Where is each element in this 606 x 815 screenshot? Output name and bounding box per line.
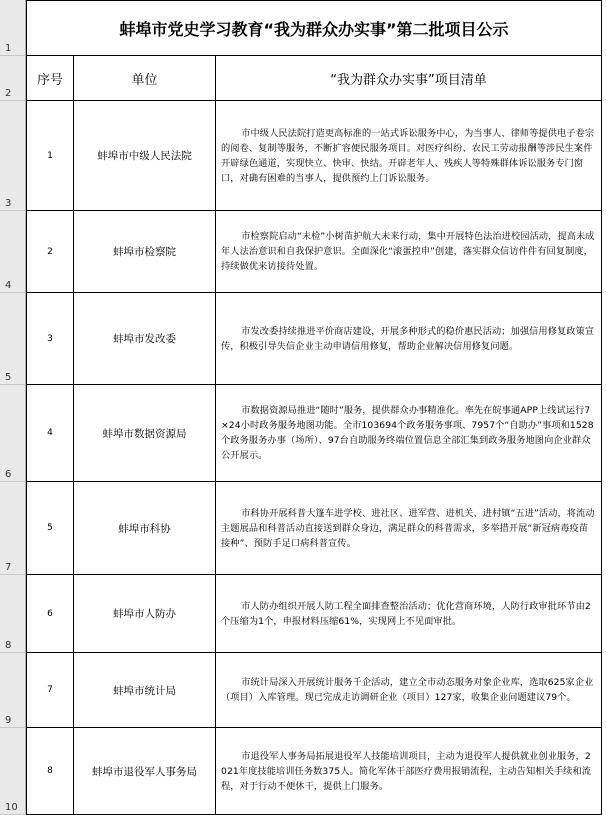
row-number: 2 bbox=[5, 88, 12, 99]
row-description[interactable] bbox=[216, 575, 602, 653]
row-description[interactable] bbox=[216, 211, 602, 293]
row-number: 6 bbox=[5, 469, 12, 480]
row-number: 8 bbox=[5, 640, 12, 651]
row-description-text: 市发改委持续推进平价商店建设，开展多种形式的稳价惠民活动；加强信用修复政策宣传，积极引导失信企业主动申请信用修复，帮助企业解决信用修复问题。 bbox=[221, 325, 595, 352]
row-unit[interactable]: 蚌埠市数据资源局 bbox=[74, 385, 216, 482]
header-project-list[interactable]: “我为群众办实事”项目清单 bbox=[216, 56, 602, 101]
row-description[interactable] bbox=[216, 482, 602, 575]
row-index[interactable]: 6 bbox=[26, 575, 74, 653]
row-header-7[interactable] bbox=[0, 482, 26, 575]
row-unit[interactable]: 蚌埠市检察院 bbox=[74, 211, 216, 293]
row-header-8[interactable] bbox=[0, 575, 26, 653]
row-description-text: 市退役军人事务局拓展退役军人技能培训项目，主动为退役军人提供就业创业服务，2021年度技能培训任务数375人。简化军休干部医疗费用报销流程，主动告知相关手续和流程，对于行动不便休干，提供上门服务。 bbox=[221, 750, 592, 792]
row-description-text: 市统计局深入开展统计服务千企活动，建立全市动态服务对象企业库，选取625家企业（项目）入库管理。现已完成走访调研企业（项目）127家，收集企业问题建议79个。 bbox=[221, 677, 594, 703]
row-description-text: 市科协开展科普大篷车进学校、进社区、进军营、进机关、进村镇“五进”活动，将流动主题展品和科普活动直接送到群众身边，满足群众的科普需求，多举措开展“新冠病毒疫苗接种”、预防手足口病科普宣传。 bbox=[221, 507, 595, 549]
row-number: 7 bbox=[5, 562, 12, 573]
row-number: 10 bbox=[5, 802, 18, 813]
sheet-edge bbox=[602, 0, 606, 815]
row-index[interactable]: 8 bbox=[26, 728, 74, 815]
row-index[interactable]: 7 bbox=[26, 653, 74, 728]
row-description-text: 市数据资源局推进“随时”服务，提供群众办事精准化。率先在皖事通APP上线试运行7×24小时政务服务地图功能。全市103694个政务服务事项、7957个“自助办”事项和1528个政务服务办事（场所）、97台自助服务终端位置信息全部汇集到政务服务地图向企业群众公开展示。 bbox=[221, 405, 594, 461]
row-description[interactable] bbox=[216, 101, 602, 211]
row-unit[interactable]: 蚌埠市发改委 bbox=[74, 293, 216, 385]
row-index[interactable]: 4 bbox=[26, 385, 74, 482]
row-description[interactable] bbox=[216, 728, 602, 815]
row-description-text: 市人防办组织开展人防工程全面排查整治活动；优化营商环境，人防行政审批环节由2个压缩为1个，申报材料压缩61%，实现网上不见面审批。 bbox=[221, 600, 591, 627]
row-index[interactable]: 5 bbox=[26, 482, 74, 575]
row-index[interactable]: 2 bbox=[26, 211, 74, 293]
row-number: 1 bbox=[5, 43, 12, 54]
row-unit[interactable]: 蚌埠市统计局 bbox=[74, 653, 216, 728]
row-unit[interactable]: 蚌埠市人防办 bbox=[74, 575, 216, 653]
row-number: 9 bbox=[5, 715, 12, 726]
header-index[interactable]: 序号 bbox=[26, 56, 74, 101]
row-header-9[interactable] bbox=[0, 653, 26, 728]
row-index[interactable]: 1 bbox=[26, 101, 74, 211]
row-description[interactable] bbox=[216, 385, 602, 482]
header-unit[interactable]: 单位 bbox=[74, 56, 216, 101]
row-unit[interactable]: 蚌埠市中级人民法院 bbox=[74, 101, 216, 211]
row-description-text: 市检察院启动“未检”小树苗护航大未来行动，集中开展特色法治进校园活动，提高未成年人法治意识和自我保护意识。全面深化“滚蛋控申”创建，落实群众信访件件有回复制度，持续做优来访接待处置。 bbox=[221, 231, 595, 272]
row-unit[interactable]: 蚌埠市退役军人事务局 bbox=[74, 728, 216, 815]
row-unit[interactable]: 蚌埠市科协 bbox=[74, 482, 216, 575]
row-index[interactable]: 3 bbox=[26, 293, 74, 385]
row-description[interactable] bbox=[216, 653, 602, 728]
row-header-5[interactable] bbox=[0, 293, 26, 385]
row-description[interactable] bbox=[216, 293, 602, 385]
row-header-4[interactable] bbox=[0, 211, 26, 293]
row-header-1[interactable] bbox=[0, 0, 26, 56]
page-title[interactable]: 蚌埠市党史学习教育“我为群众办实事”第二批项目公示 bbox=[26, 0, 602, 56]
row-number: 4 bbox=[5, 280, 12, 291]
row-header-6[interactable] bbox=[0, 385, 26, 482]
row-number: 3 bbox=[5, 198, 12, 209]
row-number: 5 bbox=[5, 372, 12, 383]
row-header-10[interactable] bbox=[0, 728, 26, 815]
row-header-2[interactable] bbox=[0, 56, 26, 101]
row-description-text: 市中级人民法院打造更高标准的一站式诉讼服务中心，为当事人、律师等提供电子卷宗的阅卷、复制等服务，不断扩容便民服务项目。对医疗纠纷、农民工劳动报酬等涉民生案件开辟绿色通道，实现快立、快审、快结。开辟老年人、残疾人等特殊群体诉讼服务专门窗口，对确有困难的当事人，提供预约上门诉讼服务。 bbox=[221, 127, 595, 184]
row-header-3[interactable] bbox=[0, 101, 26, 211]
